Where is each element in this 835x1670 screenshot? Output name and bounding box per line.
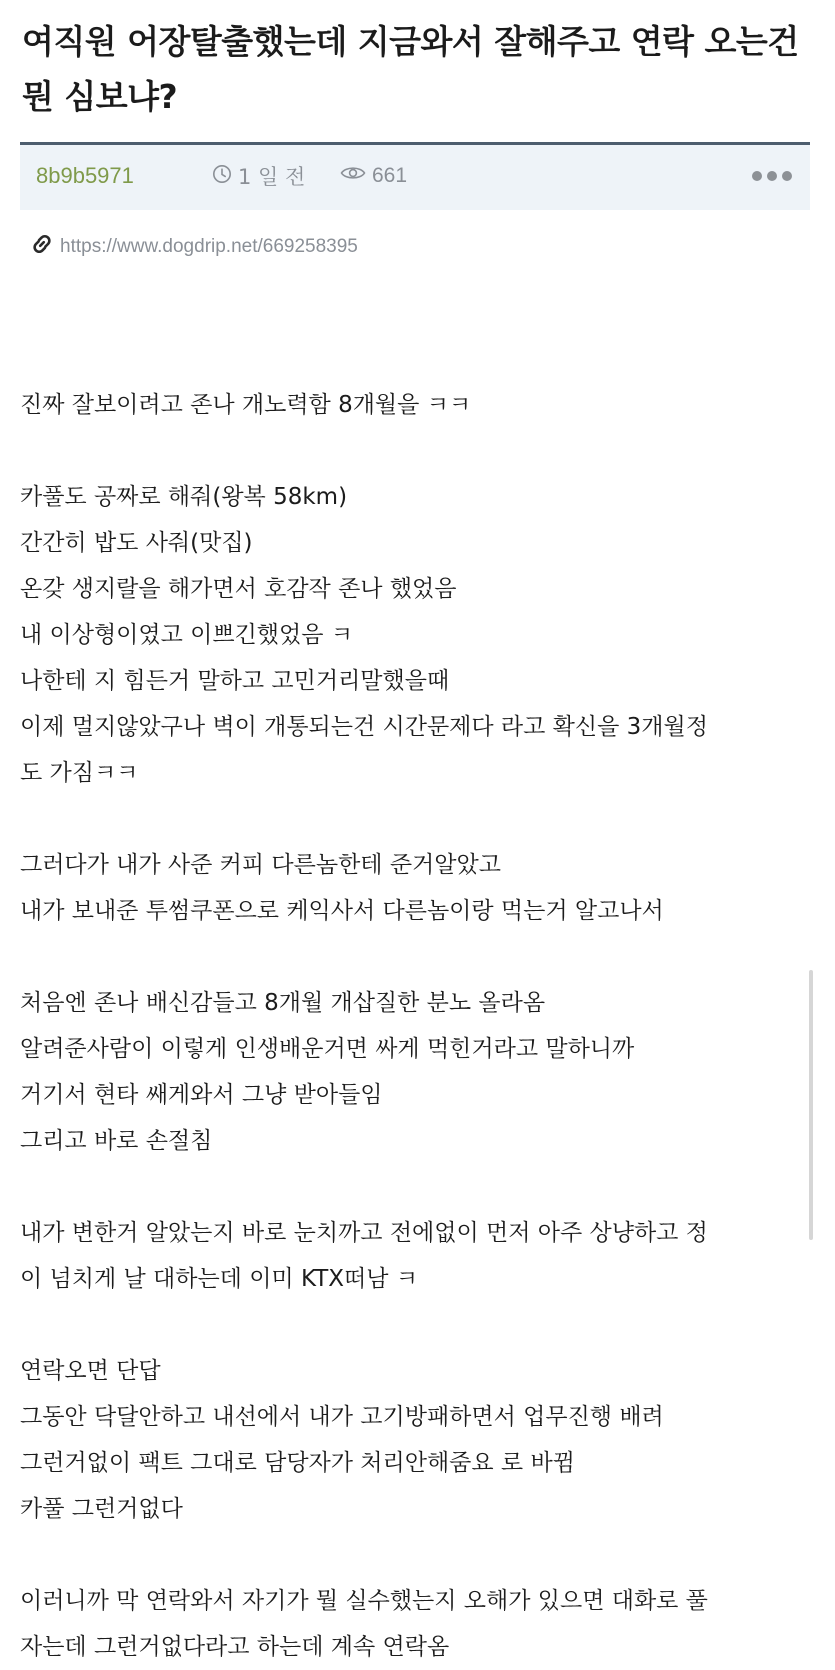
more-dots-icon <box>752 171 762 181</box>
body-line: 처음엔 존나 배신감들고 8개월 개삽질한 분노 올라옴 <box>20 990 546 1016</box>
body-line: 알려준사람이 이렇게 인생배운거면 싸게 먹힌거라고 말하니까 <box>20 1036 635 1062</box>
views-count: 661 <box>372 164 408 187</box>
body-paragraph <box>20 474 820 796</box>
more-options-button[interactable] <box>752 169 792 183</box>
body-line: 그동안 닥달안하고 내선에서 내가 고기방패하면서 업무진행 배려 <box>20 1404 664 1430</box>
author-name[interactable]: 8b9b5971 <box>36 163 134 188</box>
body-line: 이제 멀지않았구나 벽이 개통되는건 시간문제다 라고 확신을 3개월정 <box>20 714 708 740</box>
body-line: 카풀 그런거없다 <box>20 1496 183 1522</box>
body-line: 카풀도 공짜로 해줘(왕복 58km) <box>20 484 348 510</box>
body-line: 진짜 잘보이려고 존나 개노력함 8개월을 ㅋㅋ <box>20 392 472 418</box>
body-line: 내가 변한거 알았는지 바로 눈치까고 전에없이 먼저 아주 상냥하고 정 <box>20 1220 708 1246</box>
body-paragraph <box>20 842 820 934</box>
body-line: 거기서 현타 쌔게와서 그냥 받아들임 <box>20 1082 383 1108</box>
post-link-row <box>30 232 358 262</box>
body-line: 도 가짐ㅋㅋ <box>20 760 139 786</box>
body-line: 자는데 그런거없다라고 하는데 계속 연락옴 <box>20 1634 450 1660</box>
post-time <box>212 161 305 191</box>
body-paragraph <box>20 382 820 428</box>
body-paragraph <box>20 1348 820 1532</box>
scrollbar[interactable] <box>809 970 813 1240</box>
body-line: 내가 보내준 투썸쿠폰으로 케익사서 다른놈이랑 먹는거 알고나서 <box>20 898 664 924</box>
post-url-link[interactable]: https://www.dogdrip.net/669258395 <box>60 236 358 257</box>
body-line: 내 이상형이였고 이쁘긴했었음 ㅋ <box>20 622 353 648</box>
body-line: 그런거없이 팩트 그대로 담당자가 처리안해줌요 로 바뀜 <box>20 1450 575 1476</box>
body-line: 이러니까 막 연락와서 자기가 뭘 실수했는지 오해가 있으면 대화로 풀 <box>20 1588 708 1614</box>
body-line: 온갖 생지랄을 해가면서 호감작 존나 했었음 <box>20 576 457 602</box>
post-meta-bar <box>20 142 810 210</box>
body-paragraph <box>20 1210 820 1302</box>
body-line: 그러다가 내가 사준 커피 다른놈한테 준거알았고 <box>20 852 501 878</box>
body-line: 간간히 밥도 사줘(맛집) <box>20 530 253 556</box>
body-line: 연락오면 단답 <box>20 1358 161 1384</box>
link-icon <box>30 232 54 262</box>
post-body <box>20 382 820 1670</box>
time-ago-text: 1 일 전 <box>238 165 306 189</box>
body-paragraph <box>20 980 820 1164</box>
body-line: 이 넘치게 날 대하는데 이미 KTX떠남 ㅋ <box>20 1266 419 1292</box>
body-line: 나한테 지 힘든거 말하고 고민거리말했을때 <box>20 668 450 694</box>
body-line: 그리고 바로 손절침 <box>20 1128 213 1154</box>
post-views <box>340 161 407 191</box>
post-title: 여직원 어장탈출했는데 지금와서 잘해주고 연락 오는건 뭔 심보냐? <box>22 22 799 116</box>
clock-icon <box>212 164 232 189</box>
eye-icon <box>340 164 366 188</box>
body-paragraph <box>20 1578 820 1670</box>
